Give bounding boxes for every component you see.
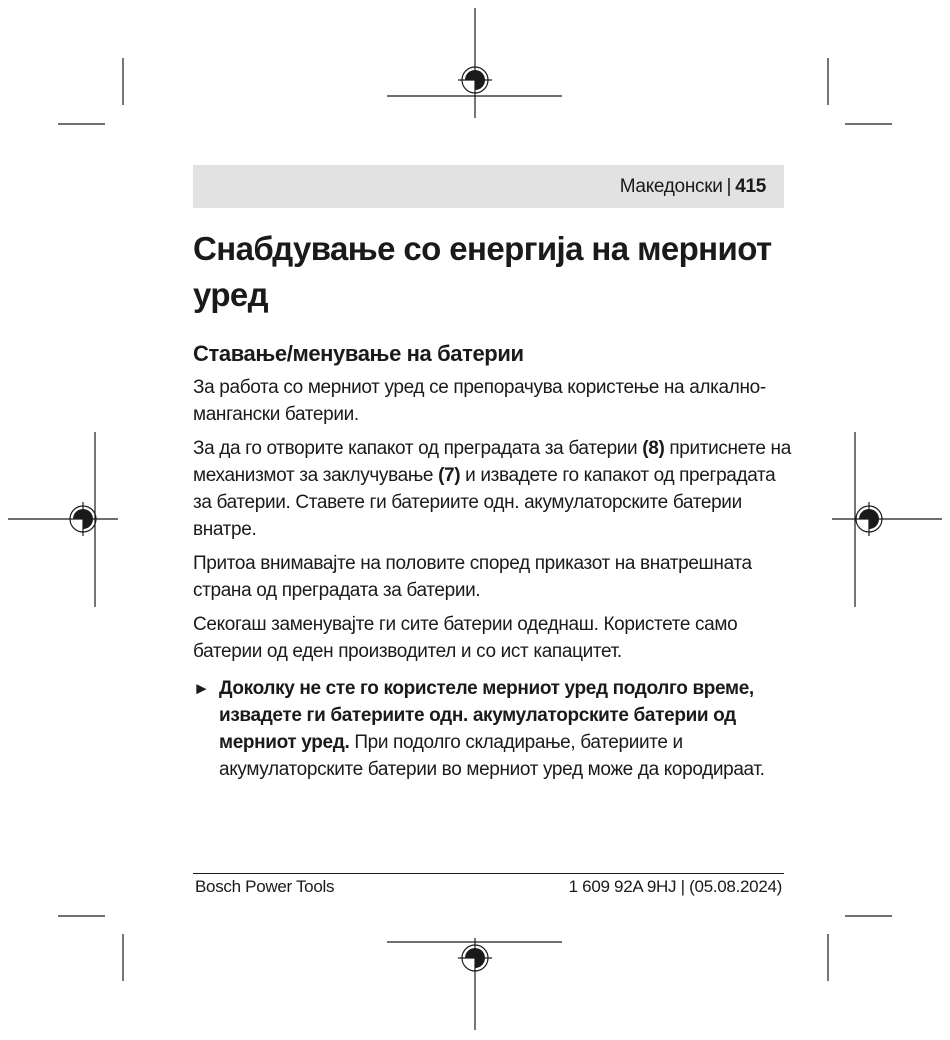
warning-normal-text: При подолго складирање, батериите и акумулаторските батерии во мерниот уред може да кородираат. <box>219 732 765 780</box>
header-text <box>620 176 766 198</box>
header-language: Македонски <box>619 176 723 197</box>
warning-bold-text: Доколку не сте го користеле мерниот уред подолго време, извадете ги батериите одн. акумулаторските батерии од мерниот уред. <box>219 678 754 753</box>
paragraph-1: За работа со мерниот уред се препорачува користење на алкално-мангански батерии. <box>193 377 766 425</box>
section-title: Снабдување со енергија на мерниот уред <box>193 230 772 313</box>
registration-mark-left <box>8 432 118 607</box>
paragraph-3: Притоа внимавајте на половите според приказот на внатрешната страна од преградата за батерии. <box>193 553 752 601</box>
header-separator: | <box>726 176 732 197</box>
reference-7: (7) <box>438 465 461 486</box>
footer-divider <box>193 873 784 874</box>
warning-bullet <box>193 675 793 783</box>
page-number: 415 <box>735 176 766 197</box>
paragraph-2 <box>193 435 793 543</box>
registration-mark-top <box>387 8 562 118</box>
reference-8: (8) <box>642 438 665 459</box>
triangle-bullet-icon: ► <box>193 679 210 698</box>
paragraph-4: Секогаш заменувајте ги сите батерии одеднаш. Користете само батерии од еден производител и со ист капацитет. <box>193 614 738 662</box>
footer-doc-id: 1 609 92A 9HJ | (05.08.2024) <box>568 877 782 896</box>
registration-mark-right <box>832 432 942 607</box>
paragraph-2-part-3: и извадете го капакот од преградата за батерии. Ставете ги батериите одн. акумулаторските батерии внатре. <box>193 465 776 540</box>
footer-brand: Bosch Power Tools <box>195 877 335 896</box>
subsection-title: Ставање/менување на батерии <box>193 341 524 366</box>
main-content <box>193 226 793 790</box>
page-header <box>193 165 784 208</box>
paragraph-2-part-2: притиснете на механизмот за заклучување <box>193 438 791 486</box>
paragraph-2-part-1: За да го отворите капакот од преградата за батерии <box>193 438 643 459</box>
